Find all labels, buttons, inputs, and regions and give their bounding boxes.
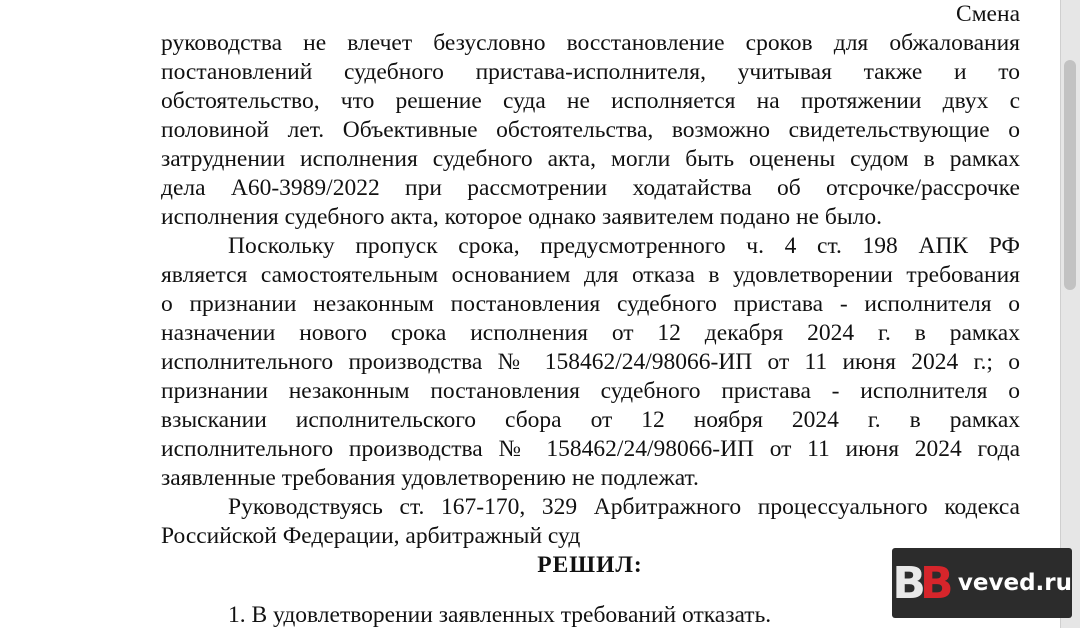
text-line: руководства не влечет безусловно восстановление сроков для обжалования	[161, 30, 1020, 56]
text-line: взыскании исполнительского сбора от 12 ноября 2024 г. в рамках	[161, 407, 1020, 433]
text-line: исполнения судебного акта, которое однако заявителем подано не было.	[161, 204, 882, 230]
vv-logo-icon	[892, 548, 948, 618]
text-line: 1. В удовлетворении заявленных требований отказать.	[228, 602, 772, 628]
text-line: назначении нового срока исполнения от 12 декабря 2024 г. в рамках	[161, 320, 1020, 346]
logo-letter: В	[919, 557, 948, 609]
text-line: дела А60-3989/2022 при рассмотрении ходатайства об отсрочке/рассрочке	[161, 175, 1020, 201]
text-line: Смена	[956, 1, 1020, 27]
text-line: половиной лет. Объективные обстоятельства, возможно свидетельствующие о	[161, 117, 1020, 143]
text-line: обстоятельство, что решение суда не исполняется на протяжении двух с	[161, 88, 1020, 114]
text-line: исполнительного производства № 158462/24/98066-ИП от 11 июня 2024 г.; о	[161, 349, 1020, 375]
watermark-logo	[892, 548, 1072, 618]
text-line: исполнительного производства № 158462/24/98066-ИП от 11 июня 2024 года	[161, 436, 1020, 462]
text-line: является самостоятельным основанием для отказа в удовлетворении требования	[161, 262, 1020, 288]
scrollbar-thumb[interactable]	[1064, 60, 1076, 290]
logo-letter: В	[892, 557, 920, 609]
text-line: заявленные требования удовлетворению не подлежат.	[161, 465, 699, 491]
text-line: затруднении исполнения судебного акта, могли быть оценены судом в рамках	[161, 146, 1020, 172]
text-line: признании незаконным постановления судебного пристава - исполнителя о	[161, 378, 1020, 404]
watermark-site: veved.ru	[957, 570, 1072, 596]
text-line: о признании незаконным постановления судебного пристава - исполнителя о	[161, 291, 1020, 317]
text-line: Руководствуясь ст. 167-170, 329 Арбитражного процессуального кодекса	[228, 494, 1020, 520]
decision-heading: РЕШИЛ:	[537, 552, 643, 578]
text-line: Российской Федерации, арбитражный суд	[161, 523, 581, 549]
text-line: постановлений судебного пристава-исполнителя, учитывая также и то	[161, 59, 1020, 85]
text-line: Поскольку пропуск срока, предусмотренного ч. 4 ст. 198 АПК РФ	[228, 233, 1020, 259]
